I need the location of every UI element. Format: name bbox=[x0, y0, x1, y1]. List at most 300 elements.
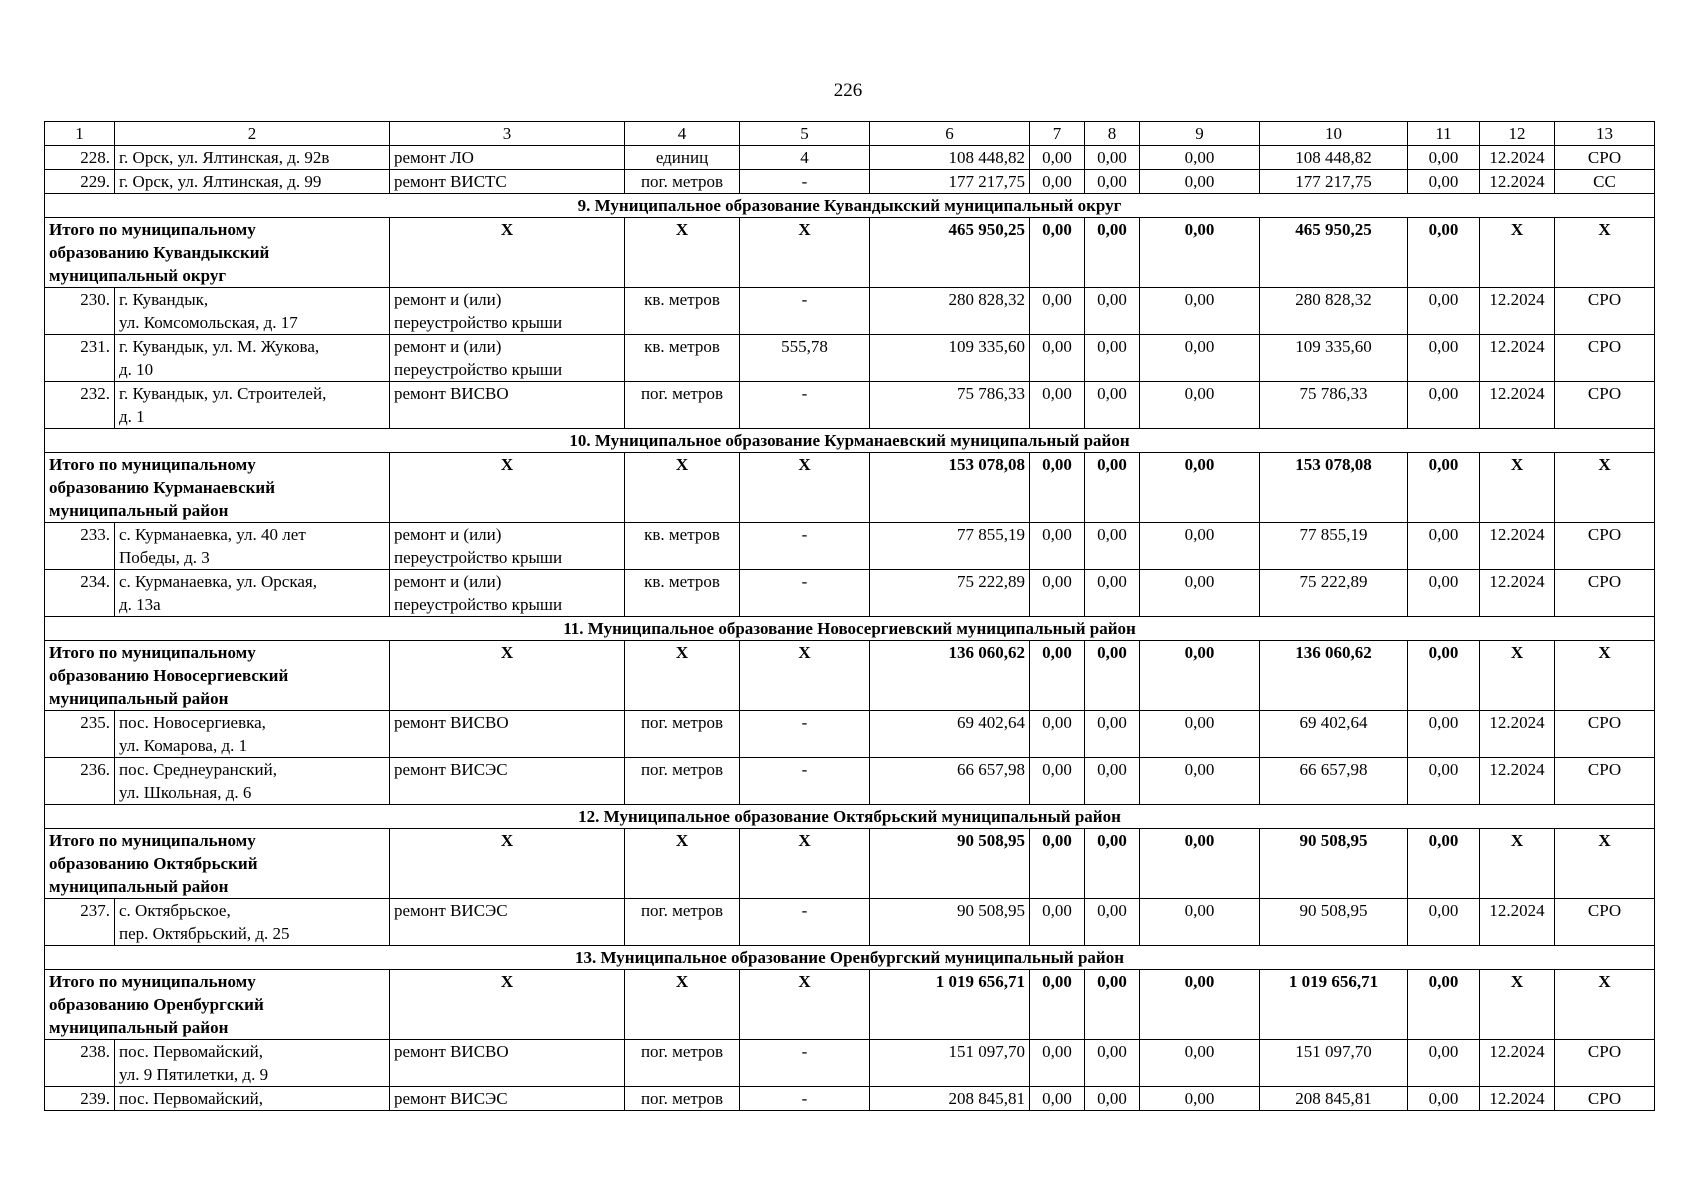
column-number: 1 bbox=[45, 122, 115, 146]
cell-deadline: 12.2024 bbox=[1480, 382, 1555, 429]
cell-col10: 151 097,70 bbox=[1260, 1040, 1408, 1087]
cell-address bbox=[115, 170, 390, 194]
table-row bbox=[45, 382, 1655, 429]
table-row bbox=[45, 170, 1655, 194]
cell-line: с. Курманаевка, ул. 40 лет bbox=[119, 525, 306, 544]
cell-col9: 0,00 bbox=[1140, 570, 1260, 617]
cell-total-cost: 208 845,81 bbox=[870, 1087, 1030, 1111]
subtotal-row bbox=[45, 970, 1655, 1040]
cell-line: ремонт и (или) bbox=[394, 572, 502, 591]
cell-unit: пог. метров bbox=[625, 711, 740, 758]
cell-col7: 0,00 bbox=[1030, 1087, 1085, 1111]
cell-line: муниципальный район bbox=[49, 689, 229, 708]
cell-line: Победы, д. 3 bbox=[119, 548, 210, 567]
cell-line: переустройство крыши bbox=[394, 595, 563, 614]
cell-col8: 0,00 bbox=[1085, 570, 1140, 617]
cell-total-cost: 153 078,08 bbox=[870, 453, 1030, 523]
cell-quantity: - bbox=[740, 758, 870, 805]
table-row bbox=[45, 288, 1655, 335]
cell-work-type: X bbox=[390, 641, 625, 711]
cell-line: г. Кувандык, bbox=[119, 290, 209, 309]
cell-col7: 0,00 bbox=[1030, 829, 1085, 899]
cell-total-cost: 90 508,95 bbox=[870, 899, 1030, 946]
section-heading-row bbox=[45, 194, 1655, 218]
cell-deadline: X bbox=[1480, 641, 1555, 711]
cell-unit: кв. метров bbox=[625, 288, 740, 335]
cell-col7: 0,00 bbox=[1030, 335, 1085, 382]
cell-col8: 0,00 bbox=[1085, 453, 1140, 523]
cell-funding-source: СРО bbox=[1555, 382, 1655, 429]
cell-unit: единиц bbox=[625, 146, 740, 170]
cell-col9: 0,00 bbox=[1140, 1040, 1260, 1087]
cell-unit: пог. метров bbox=[625, 899, 740, 946]
cell-line: ремонт ВИСЭС bbox=[394, 901, 508, 920]
cell-col9: 0,00 bbox=[1140, 146, 1260, 170]
cell-col8: 0,00 bbox=[1085, 335, 1140, 382]
section-heading-row bbox=[45, 617, 1655, 641]
cell-col11: 0,00 bbox=[1408, 970, 1480, 1040]
cell-line: ремонт ВИСЭС bbox=[394, 1089, 508, 1108]
subtotal-row bbox=[45, 453, 1655, 523]
subtotal-label bbox=[45, 829, 390, 899]
cell-work-type bbox=[390, 758, 625, 805]
cell-work-type: X bbox=[390, 453, 625, 523]
cell-unit: X bbox=[625, 218, 740, 288]
cell-line: ремонт ВИСТС bbox=[394, 172, 507, 191]
cell-funding-source: СРО bbox=[1555, 570, 1655, 617]
cell-line: г. Кувандык, ул. Строителей, bbox=[119, 384, 327, 403]
column-number: 3 bbox=[390, 122, 625, 146]
cell-funding-source: X bbox=[1555, 453, 1655, 523]
cell-col7: 0,00 bbox=[1030, 1040, 1085, 1087]
cell-line: ремонт ВИСВО bbox=[394, 713, 509, 732]
cell-line: переустройство крыши bbox=[394, 548, 563, 567]
cell-line: муниципальный район bbox=[49, 877, 229, 896]
cell-col7: 0,00 bbox=[1030, 288, 1085, 335]
cell-col9: 0,00 bbox=[1140, 758, 1260, 805]
cell-work-type bbox=[390, 570, 625, 617]
cell-deadline: 12.2024 bbox=[1480, 170, 1555, 194]
cell-work-type bbox=[390, 1087, 625, 1111]
cell-funding-source: СРО bbox=[1555, 288, 1655, 335]
cell-quantity: - bbox=[740, 170, 870, 194]
cell-deadline: X bbox=[1480, 453, 1555, 523]
section-heading-row bbox=[45, 429, 1655, 453]
cell-deadline: 12.2024 bbox=[1480, 146, 1555, 170]
cell-row-number: 231. bbox=[45, 335, 115, 382]
cell-quantity: X bbox=[740, 218, 870, 288]
cell-total-cost: 109 335,60 bbox=[870, 335, 1030, 382]
cell-total-cost: 151 097,70 bbox=[870, 1040, 1030, 1087]
cell-quantity: 555,78 bbox=[740, 335, 870, 382]
cell-col8: 0,00 bbox=[1085, 1087, 1140, 1111]
cell-total-cost: 90 508,95 bbox=[870, 829, 1030, 899]
cell-deadline: 12.2024 bbox=[1480, 1087, 1555, 1111]
cell-col10: 465 950,25 bbox=[1260, 218, 1408, 288]
cell-col8: 0,00 bbox=[1085, 382, 1140, 429]
page-number: 226 bbox=[833, 80, 863, 101]
cell-work-type: X bbox=[390, 829, 625, 899]
cell-quantity: - bbox=[740, 1040, 870, 1087]
cell-line: пос. Среднеуранский, bbox=[119, 760, 277, 779]
cell-total-cost: 108 448,82 bbox=[870, 146, 1030, 170]
subtotal-row bbox=[45, 641, 1655, 711]
cell-address bbox=[115, 758, 390, 805]
cell-unit: пог. метров bbox=[625, 382, 740, 429]
cell-line: ремонт и (или) bbox=[394, 290, 502, 309]
cell-line: Итого по муниципальному bbox=[49, 455, 256, 474]
cell-address bbox=[115, 523, 390, 570]
cell-col11: 0,00 bbox=[1408, 1087, 1480, 1111]
cell-col10: 208 845,81 bbox=[1260, 1087, 1408, 1111]
cell-unit: кв. метров bbox=[625, 335, 740, 382]
table-row bbox=[45, 570, 1655, 617]
table-row bbox=[45, 899, 1655, 946]
cell-unit: X bbox=[625, 970, 740, 1040]
subtotal-row bbox=[45, 218, 1655, 288]
cell-total-cost: 75 786,33 bbox=[870, 382, 1030, 429]
cell-total-cost: 75 222,89 bbox=[870, 570, 1030, 617]
cell-quantity: - bbox=[740, 1087, 870, 1111]
cell-line: переустройство крыши bbox=[394, 360, 563, 379]
table-row bbox=[45, 758, 1655, 805]
cell-col10: 108 448,82 bbox=[1260, 146, 1408, 170]
cell-unit: пог. метров bbox=[625, 758, 740, 805]
cell-col9: 0,00 bbox=[1140, 899, 1260, 946]
subtotal-label bbox=[45, 641, 390, 711]
cell-row-number: 232. bbox=[45, 382, 115, 429]
cell-line: образованию Новосергиевский bbox=[49, 666, 289, 685]
subtotal-label bbox=[45, 453, 390, 523]
cell-address bbox=[115, 146, 390, 170]
cell-line: ул. Комсомольская, д. 17 bbox=[119, 313, 298, 332]
cell-col7: 0,00 bbox=[1030, 899, 1085, 946]
cell-quantity: X bbox=[740, 970, 870, 1040]
cell-total-cost: 66 657,98 bbox=[870, 758, 1030, 805]
cell-col8: 0,00 bbox=[1085, 146, 1140, 170]
cell-funding-source: СРО bbox=[1555, 335, 1655, 382]
cell-funding-source: СРО bbox=[1555, 758, 1655, 805]
cell-address bbox=[115, 288, 390, 335]
cell-col8: 0,00 bbox=[1085, 899, 1140, 946]
cell-col9: 0,00 bbox=[1140, 453, 1260, 523]
cell-unit: пог. метров bbox=[625, 1040, 740, 1087]
cell-total-cost: 177 217,75 bbox=[870, 170, 1030, 194]
subtotal-label bbox=[45, 970, 390, 1040]
cell-col7: 0,00 bbox=[1030, 170, 1085, 194]
cell-line: ул. Комарова, д. 1 bbox=[119, 736, 248, 755]
cell-col7: 0,00 bbox=[1030, 641, 1085, 711]
cell-col7: 0,00 bbox=[1030, 711, 1085, 758]
cell-funding-source: X bbox=[1555, 970, 1655, 1040]
cell-col8: 0,00 bbox=[1085, 218, 1140, 288]
cell-address bbox=[115, 1040, 390, 1087]
cell-work-type bbox=[390, 170, 625, 194]
cell-unit: кв. метров bbox=[625, 523, 740, 570]
subtotal-label bbox=[45, 218, 390, 288]
cell-col11: 0,00 bbox=[1408, 711, 1480, 758]
table-row bbox=[45, 711, 1655, 758]
cell-col11: 0,00 bbox=[1408, 899, 1480, 946]
cell-row-number: 236. bbox=[45, 758, 115, 805]
cell-line: д. 10 bbox=[119, 360, 154, 379]
cell-funding-source: X bbox=[1555, 641, 1655, 711]
cell-col7: 0,00 bbox=[1030, 146, 1085, 170]
cell-line: с. Октябрьское, bbox=[119, 901, 231, 920]
section-title: 9. Муниципальное образование Кувандыкский муниципальный округ bbox=[45, 194, 1655, 218]
cell-quantity: - bbox=[740, 711, 870, 758]
cell-line: ремонт ВИСВО bbox=[394, 1042, 509, 1061]
section-title: 10. Муниципальное образование Курманаевский муниципальный район bbox=[45, 429, 1655, 453]
table-row bbox=[45, 1087, 1655, 1111]
cell-line: Итого по муниципальному bbox=[49, 220, 256, 239]
cell-col9: 0,00 bbox=[1140, 970, 1260, 1040]
cell-unit: кв. метров bbox=[625, 570, 740, 617]
cell-work-type bbox=[390, 146, 625, 170]
cell-work-type bbox=[390, 288, 625, 335]
cell-col9: 0,00 bbox=[1140, 1087, 1260, 1111]
cell-row-number: 239. bbox=[45, 1087, 115, 1111]
cell-line: с. Курманаевка, ул. Орская, bbox=[119, 572, 317, 591]
cell-funding-source: СРО bbox=[1555, 1040, 1655, 1087]
cell-funding-source: СРО bbox=[1555, 711, 1655, 758]
cell-work-type bbox=[390, 899, 625, 946]
cell-col9: 0,00 bbox=[1140, 335, 1260, 382]
cell-deadline: X bbox=[1480, 970, 1555, 1040]
cell-total-cost: 280 828,32 bbox=[870, 288, 1030, 335]
cell-work-type: X bbox=[390, 218, 625, 288]
cell-address bbox=[115, 570, 390, 617]
cell-col10: 90 508,95 bbox=[1260, 899, 1408, 946]
cell-quantity: X bbox=[740, 453, 870, 523]
cell-line: образованию Кувандыкский bbox=[49, 243, 270, 262]
cell-col11: 0,00 bbox=[1408, 758, 1480, 805]
cell-deadline: X bbox=[1480, 218, 1555, 288]
cell-col10: 77 855,19 bbox=[1260, 523, 1408, 570]
cell-col11: 0,00 bbox=[1408, 146, 1480, 170]
cell-col10: 109 335,60 bbox=[1260, 335, 1408, 382]
cell-col9: 0,00 bbox=[1140, 641, 1260, 711]
cell-line: образованию Октябрьский bbox=[49, 854, 258, 873]
cell-total-cost: 465 950,25 bbox=[870, 218, 1030, 288]
cell-col9: 0,00 bbox=[1140, 218, 1260, 288]
cell-funding-source: СРО bbox=[1555, 523, 1655, 570]
cell-col9: 0,00 bbox=[1140, 382, 1260, 429]
section-heading-row bbox=[45, 946, 1655, 970]
cell-line: муниципальный округ bbox=[49, 266, 227, 285]
cell-col11: 0,00 bbox=[1408, 382, 1480, 429]
cell-quantity: X bbox=[740, 641, 870, 711]
cell-col9: 0,00 bbox=[1140, 523, 1260, 570]
cell-col8: 0,00 bbox=[1085, 711, 1140, 758]
table-row bbox=[45, 1040, 1655, 1087]
cell-col10: 75 786,33 bbox=[1260, 382, 1408, 429]
cell-row-number: 229. bbox=[45, 170, 115, 194]
cell-line: Итого по муниципальному bbox=[49, 831, 256, 850]
cell-total-cost: 77 855,19 bbox=[870, 523, 1030, 570]
section-title: 11. Муниципальное образование Новосергиевский муниципальный район bbox=[45, 617, 1655, 641]
cell-funding-source: X bbox=[1555, 218, 1655, 288]
cell-col8: 0,00 bbox=[1085, 970, 1140, 1040]
column-number: 13 bbox=[1555, 122, 1655, 146]
table-row bbox=[45, 523, 1655, 570]
cell-line: ул. 9 Пятилетки, д. 9 bbox=[119, 1065, 269, 1084]
column-number: 7 bbox=[1030, 122, 1085, 146]
cell-line: муниципальный район bbox=[49, 1018, 229, 1037]
cell-col8: 0,00 bbox=[1085, 758, 1140, 805]
cell-work-type bbox=[390, 711, 625, 758]
cell-total-cost: 69 402,64 bbox=[870, 711, 1030, 758]
table-body bbox=[45, 122, 1655, 1111]
cell-line: ремонт ЛО bbox=[394, 148, 474, 167]
cell-line: образованию Курманаевский bbox=[49, 478, 275, 497]
column-number: 10 bbox=[1260, 122, 1408, 146]
cell-row-number: 234. bbox=[45, 570, 115, 617]
cell-col11: 0,00 bbox=[1408, 1040, 1480, 1087]
cell-col10: 75 222,89 bbox=[1260, 570, 1408, 617]
cell-unit: X bbox=[625, 453, 740, 523]
cell-col8: 0,00 bbox=[1085, 829, 1140, 899]
cell-line: пос. Первомайский, bbox=[119, 1042, 264, 1061]
cell-unit: X bbox=[625, 641, 740, 711]
cell-deadline: 12.2024 bbox=[1480, 570, 1555, 617]
cell-quantity: - bbox=[740, 382, 870, 429]
cell-col8: 0,00 bbox=[1085, 641, 1140, 711]
cell-row-number: 230. bbox=[45, 288, 115, 335]
cell-quantity: - bbox=[740, 899, 870, 946]
cell-col11: 0,00 bbox=[1408, 453, 1480, 523]
cell-line: Итого по муниципальному bbox=[49, 643, 256, 662]
column-number: 5 bbox=[740, 122, 870, 146]
table-row bbox=[45, 335, 1655, 382]
cell-address bbox=[115, 1087, 390, 1111]
cell-work-type bbox=[390, 1040, 625, 1087]
cell-line: ремонт ВИСВО bbox=[394, 384, 509, 403]
cell-deadline: 12.2024 bbox=[1480, 335, 1555, 382]
column-number: 9 bbox=[1140, 122, 1260, 146]
cell-row-number: 235. bbox=[45, 711, 115, 758]
cell-line: муниципальный район bbox=[49, 501, 229, 520]
cell-col11: 0,00 bbox=[1408, 170, 1480, 194]
cell-line: ремонт ВИСЭС bbox=[394, 760, 508, 779]
cell-funding-source: СРО bbox=[1555, 146, 1655, 170]
column-number-row bbox=[45, 122, 1655, 146]
cell-funding-source: СС bbox=[1555, 170, 1655, 194]
cell-work-type bbox=[390, 382, 625, 429]
cell-col8: 0,00 bbox=[1085, 523, 1140, 570]
cell-line: Итого по муниципальному bbox=[49, 972, 256, 991]
column-number: 12 bbox=[1480, 122, 1555, 146]
section-title: 12. Муниципальное образование Октябрьский муниципальный район bbox=[45, 805, 1655, 829]
cell-row-number: 238. bbox=[45, 1040, 115, 1087]
cell-col11: 0,00 bbox=[1408, 335, 1480, 382]
column-number: 11 bbox=[1408, 122, 1480, 146]
cell-line: г. Кувандык, ул. М. Жукова, bbox=[119, 337, 320, 356]
cell-col11: 0,00 bbox=[1408, 829, 1480, 899]
cell-line: пос. Первомайский, bbox=[119, 1089, 264, 1108]
cell-line: переустройство крыши bbox=[394, 313, 563, 332]
cell-deadline: 12.2024 bbox=[1480, 899, 1555, 946]
cell-line: д. 1 bbox=[119, 407, 145, 426]
cell-col9: 0,00 bbox=[1140, 711, 1260, 758]
cell-quantity: - bbox=[740, 570, 870, 617]
cell-col8: 0,00 bbox=[1085, 170, 1140, 194]
cell-line: ремонт и (или) bbox=[394, 525, 502, 544]
cell-quantity: X bbox=[740, 829, 870, 899]
repair-program-table bbox=[44, 121, 1655, 1111]
cell-work-type: X bbox=[390, 970, 625, 1040]
cell-line: г. Орск, ул. Ялтинская, д. 92в bbox=[119, 148, 330, 167]
cell-col11: 0,00 bbox=[1408, 641, 1480, 711]
cell-funding-source: СРО bbox=[1555, 899, 1655, 946]
column-number: 2 bbox=[115, 122, 390, 146]
cell-col10: 90 508,95 bbox=[1260, 829, 1408, 899]
table-row bbox=[45, 146, 1655, 170]
section-title: 13. Муниципальное образование Оренбургский муниципальный район bbox=[45, 946, 1655, 970]
cell-line: образованию Оренбургский bbox=[49, 995, 264, 1014]
cell-row-number: 237. bbox=[45, 899, 115, 946]
cell-deadline: 12.2024 bbox=[1480, 523, 1555, 570]
cell-col7: 0,00 bbox=[1030, 453, 1085, 523]
column-number: 8 bbox=[1085, 122, 1140, 146]
cell-total-cost: 136 060,62 bbox=[870, 641, 1030, 711]
cell-unit: пог. метров bbox=[625, 1087, 740, 1111]
cell-col9: 0,00 bbox=[1140, 829, 1260, 899]
cell-work-type bbox=[390, 523, 625, 570]
cell-funding-source: X bbox=[1555, 829, 1655, 899]
cell-line: д. 13а bbox=[119, 595, 161, 614]
cell-deadline: X bbox=[1480, 829, 1555, 899]
cell-col10: 1 019 656,71 bbox=[1260, 970, 1408, 1040]
cell-col8: 0,00 bbox=[1085, 288, 1140, 335]
cell-col10: 66 657,98 bbox=[1260, 758, 1408, 805]
cell-address bbox=[115, 711, 390, 758]
cell-col10: 153 078,08 bbox=[1260, 453, 1408, 523]
cell-col7: 0,00 bbox=[1030, 382, 1085, 429]
cell-unit: пог. метров bbox=[625, 170, 740, 194]
cell-col10: 136 060,62 bbox=[1260, 641, 1408, 711]
cell-address bbox=[115, 382, 390, 429]
cell-quantity: - bbox=[740, 288, 870, 335]
column-number: 4 bbox=[625, 122, 740, 146]
cell-col7: 0,00 bbox=[1030, 523, 1085, 570]
cell-col11: 0,00 bbox=[1408, 523, 1480, 570]
cell-work-type bbox=[390, 335, 625, 382]
cell-line: пер. Октябрьский, д. 25 bbox=[119, 924, 290, 943]
cell-col7: 0,00 bbox=[1030, 570, 1085, 617]
cell-line: г. Орск, ул. Ялтинская, д. 99 bbox=[119, 172, 322, 191]
cell-col9: 0,00 bbox=[1140, 288, 1260, 335]
cell-col11: 0,00 bbox=[1408, 570, 1480, 617]
section-heading-row bbox=[45, 805, 1655, 829]
cell-col7: 0,00 bbox=[1030, 218, 1085, 288]
cell-row-number: 233. bbox=[45, 523, 115, 570]
cell-funding-source: СРО bbox=[1555, 1087, 1655, 1111]
cell-col11: 0,00 bbox=[1408, 218, 1480, 288]
cell-col10: 280 828,32 bbox=[1260, 288, 1408, 335]
cell-col9: 0,00 bbox=[1140, 170, 1260, 194]
cell-address bbox=[115, 899, 390, 946]
cell-deadline: 12.2024 bbox=[1480, 288, 1555, 335]
cell-quantity: 4 bbox=[740, 146, 870, 170]
cell-total-cost: 1 019 656,71 bbox=[870, 970, 1030, 1040]
cell-col8: 0,00 bbox=[1085, 1040, 1140, 1087]
cell-col7: 0,00 bbox=[1030, 758, 1085, 805]
subtotal-row bbox=[45, 829, 1655, 899]
cell-address bbox=[115, 335, 390, 382]
cell-row-number: 228. bbox=[45, 146, 115, 170]
cell-deadline: 12.2024 bbox=[1480, 758, 1555, 805]
